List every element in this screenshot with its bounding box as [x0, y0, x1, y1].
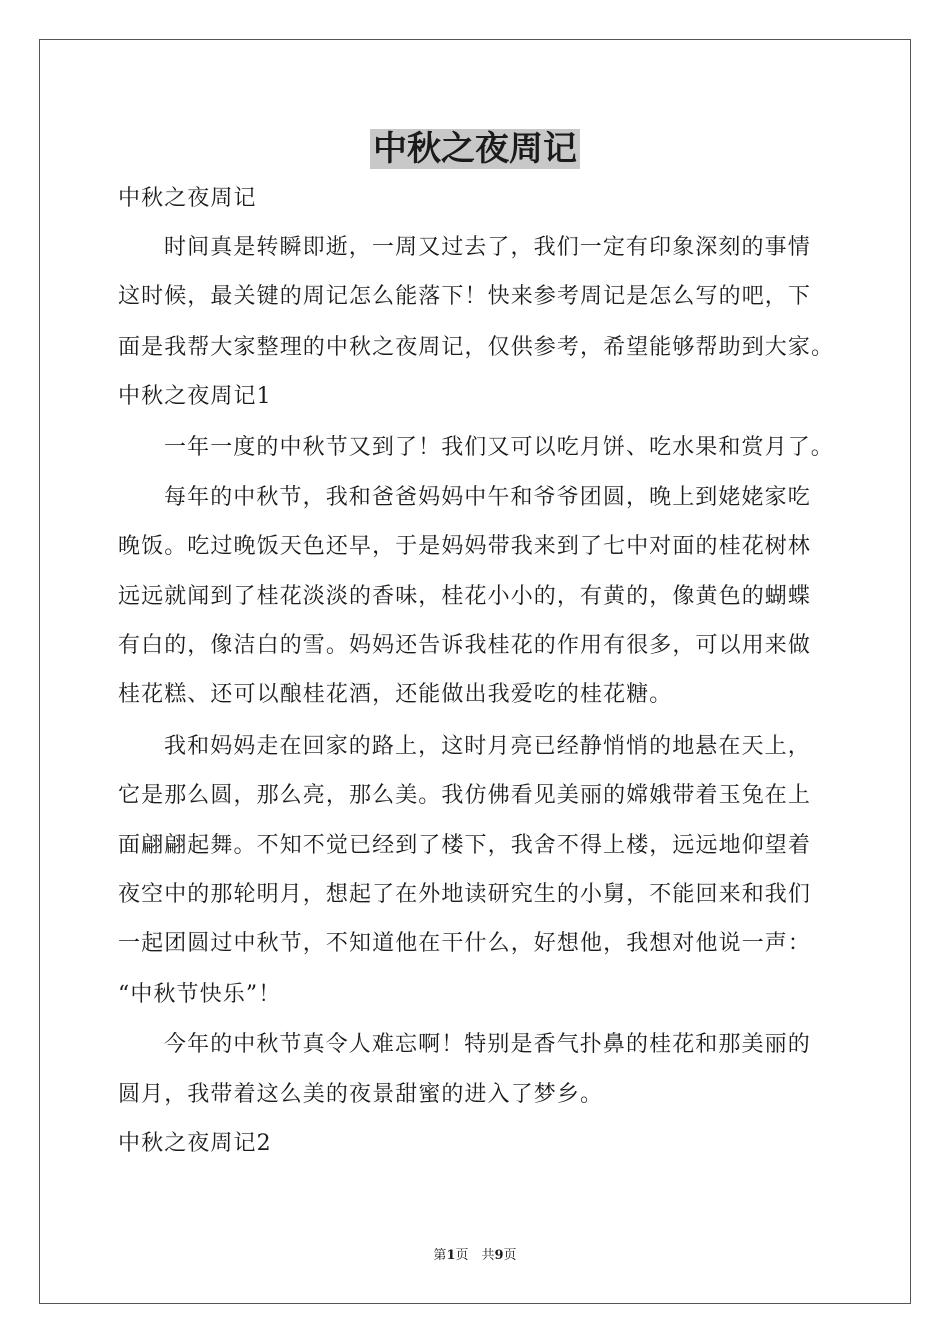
text-line: 中秋之夜周记2: [118, 1131, 272, 1156]
footer-page-number: 1: [446, 1248, 456, 1263]
text-line: 一起团圆过中秋节，不知道他在干什么，好想他，我想对他说一声：: [118, 931, 812, 956]
footer-mid: 页 共: [455, 1248, 495, 1263]
text-line: 面翩翩起舞。不知不觉已经到了楼下，我舍不得上楼，远远地仰望着: [118, 833, 812, 858]
footer-suffix: 页: [503, 1248, 517, 1263]
text-line: 一年一度的中秋节又到了！我们又可以吃月饼、吃水果和赏月了。: [164, 435, 834, 460]
text-line: 晚饭。吃过晚饭天色还早，于是妈妈带我来到了七中对面的桂花树林: [118, 534, 812, 559]
footer-total-pages: 9: [494, 1248, 504, 1263]
text-line: 中秋之夜周记1: [118, 384, 272, 409]
document-title: [0, 126, 950, 172]
text-line: 我和妈妈走在回家的路上，这时月亮已经静悄悄的地悬在天上，: [164, 734, 811, 759]
text-line: 面是我帮大家整理的中秋之夜周记，仅供参考，希望能够帮助到大家。: [118, 335, 835, 360]
page-border: [39, 39, 911, 1304]
text-line: 它是那么圆，那么亮，那么美。我仿佛看见美丽的嫦娥带着玉兔在上: [118, 783, 812, 808]
text-line: 夜空中的那轮明月，想起了在外地读研究生的小舅，不能回来和我们: [118, 882, 812, 907]
footer-prefix: 第: [433, 1248, 447, 1263]
text-line: 时间真是转瞬即逝，一周又过去了，我们一定有印象深刻的事情: [164, 235, 811, 260]
page-footer: [0, 1247, 950, 1265]
text-line: 圆月，我带着这么美的夜景甜蜜的进入了梦乡。: [118, 1082, 604, 1107]
text-line: 这时候，最关键的周记怎么能落下！快来参考周记是怎么写的吧，下: [118, 284, 812, 309]
text-line: 今年的中秋节真令人难忘啊！特别是香气扑鼻的桂花和那美丽的: [164, 1032, 811, 1057]
text-line: 有白的，像洁白的雪。妈妈还告诉我桂花的作用有很多，可以用来做: [118, 633, 812, 658]
text-line: “中秋节快乐”！: [118, 982, 282, 1007]
text-line: 远远就闻到了桂花淡淡的香味，桂花小小的，有黄的，像黄色的蝴蝶: [118, 584, 812, 609]
text-line: 每年的中秋节，我和爸爸妈妈中午和爷爷团圆，晚上到姥姥家吃: [164, 485, 811, 510]
title-text: 中秋之夜周记: [370, 129, 580, 169]
text-line: 中秋之夜周记: [118, 186, 257, 211]
text-line: 桂花糕、还可以酿桂花酒，还能做出我爱吃的桂花糖。: [118, 682, 673, 707]
